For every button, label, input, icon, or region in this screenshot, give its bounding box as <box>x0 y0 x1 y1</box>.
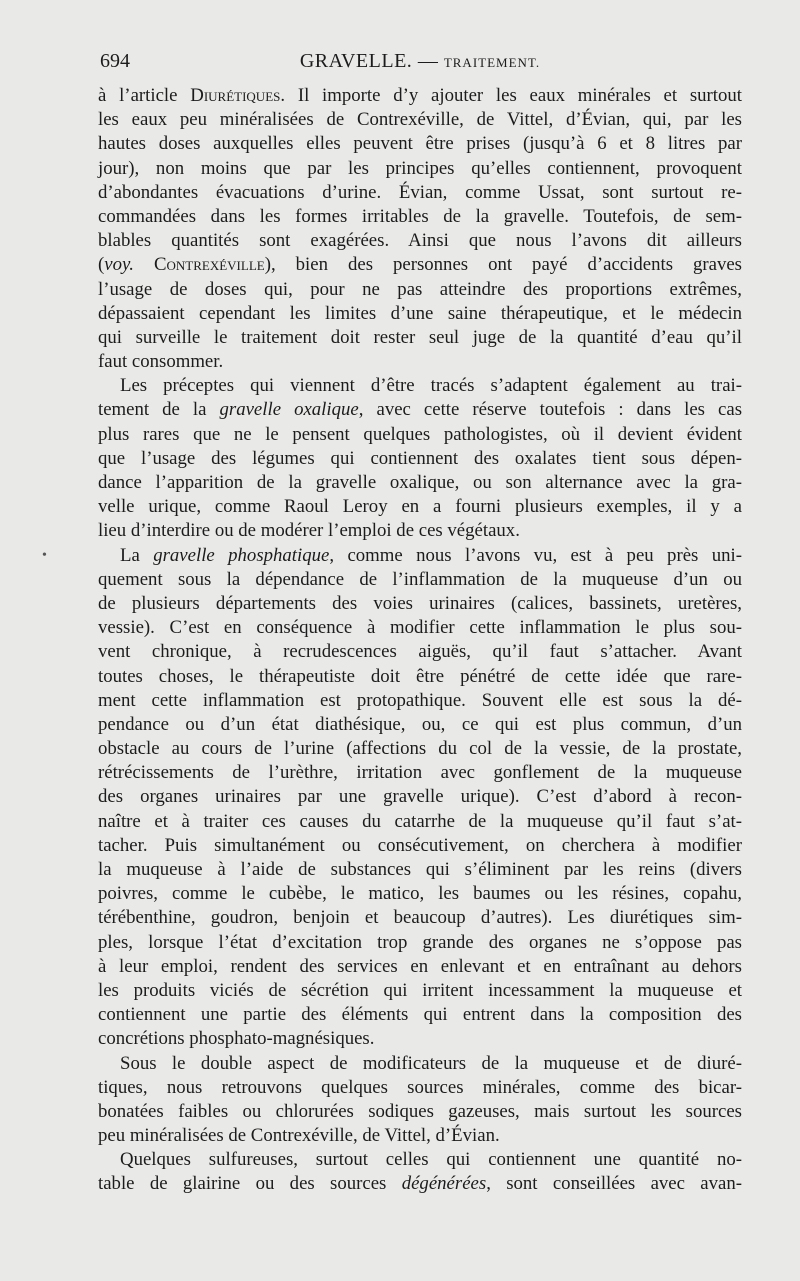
text-line: dépassaient cependant les limites d’une saine thérapeutique, et le médecin <box>98 302 742 324</box>
page-number: 694 <box>100 50 130 72</box>
text-line: l’usage de doses qui, pour ne pas atteindre des proportions extrêmes, <box>98 278 742 300</box>
text-line: térébenthine, goudron, benjoin et beaucoup d’autres). Les diurétiques sim- <box>98 907 742 929</box>
text-line: à l’article Diurétiques. Il importe d’y ajouter les eaux minérales et surtout <box>98 85 742 106</box>
text-line: à leur emploi, rendent des services en enlevant et en entraînant au dehors <box>98 955 742 977</box>
text-line: rétrécissements de l’urèthre, irritation avec gonflement de la muqueuse <box>98 762 742 784</box>
text-line: La gravelle phosphatique, comme nous l’avons vu, est à peu près uni- <box>120 544 743 566</box>
text-line: ples, lorsque l’état d’excitation trop grande des organes ne s’oppose pas <box>98 931 742 953</box>
text-line: vessie). C’est en conséquence à modifier cette inflammation le plus sou- <box>98 617 742 639</box>
text-line: les produits viciés de sécrétion qui irritent incessamment la muqueuse et <box>98 979 742 1001</box>
text-line: poivres, comme le cubèbe, le matico, les baumes ou les résines, copahu, <box>98 883 742 905</box>
text-line: que l’usage des légumes qui contiennent des oxalates tient sous dépen- <box>98 447 742 469</box>
text-line: toutes choses, le thérapeutiste doit être pénétré de cette idée que rare- <box>98 665 742 687</box>
text-line: velle urique, comme Raoul Leroy en a fourni plusieurs exemples, il y a <box>98 496 742 518</box>
text-line: vent chronique, à recrudescences aiguës, qu’il faut s’attacher. Avant <box>98 641 742 663</box>
text-line: la muqueuse à l’aide de substances qui s’éliminent par les reins (divers <box>98 859 742 880</box>
text-line: dance l’apparition de la gravelle oxalique, ou son alternance avec la gra- <box>98 472 742 493</box>
text-line: plus rares que ne le pensent quelques pathologistes, où il devient évident <box>98 423 742 445</box>
running-title <box>100 50 740 73</box>
text-line: tacher. Puis simultanément ou consécutivement, on cherchera à modifier <box>98 834 742 856</box>
text-line: table de glairine ou des sources dégénérées, sont conseillées avec avan- <box>98 1173 743 1195</box>
text-line: les eaux peu minéralisées de Contrexéville, de Vittel, d’Évian, qui, par les <box>98 109 742 131</box>
text-line: pendance ou d’un état diathésique, ou, ce qui est plus commun, d’un <box>98 713 742 735</box>
text-line: (voy. Contrexéville), bien des personnes ont payé d’accidents graves <box>98 254 742 276</box>
text-line: des organes urinaires par une gravelle urique). C’est d’abord à recon- <box>98 786 742 808</box>
text-line: de plusieurs départements des voies urinaires (calices, bassinets, uretères, <box>98 592 742 614</box>
text-line: contiennent une partie des éléments qui entrent dans la composition des <box>98 1004 742 1026</box>
text-line: Sous le double aspect de modificateurs de la muqueuse et de diuré- <box>120 1052 742 1074</box>
margin-mark: • <box>42 548 47 563</box>
text-line: bonatées faibles ou chlorurées sodiques gazeuses, mais surtout les sources <box>98 1100 742 1122</box>
title-dash: — <box>417 50 439 72</box>
text-line: quement sous la dépendance de l’inflammation de la muqueuse d’un ou <box>98 568 742 590</box>
text-line: hautes doses auxquelles elles peuvent être prises (jusqu’à 6 et 8 litres par <box>98 133 742 155</box>
text-line: faut consommer. <box>98 351 224 373</box>
text-line: naître et à traiter ces causes du catarrhe de la muqueuse qu’il faut s’at- <box>98 810 742 832</box>
text-line: qui surveille le traitement doit rester seul juge de la quantité d’eau qu’il <box>98 326 742 348</box>
text-line: jour), non moins que par les principes qu’elles contiennent, provoquent <box>98 157 742 179</box>
text-line: peu minéralisées de Contrexéville, de Vittel, d’Évian. <box>98 1125 500 1147</box>
text-line: Les préceptes qui viennent d’être tracés s’adaptent également au trai- <box>120 375 742 397</box>
section-subtitle: TRAITEMENT. <box>443 55 541 70</box>
text-line: ment cette inflammation est protopathique. Souvent elle est sous la dé- <box>98 689 742 711</box>
text-line: obstacle au cours de l’urine (affections du col de la vessie, de la prostate, <box>98 738 742 760</box>
text-line: concrétions phosphato-magnésiques. <box>98 1028 375 1050</box>
body-text <box>98 84 742 1197</box>
text-line: d’abondantes évacuations d’urine. Évian, comme Ussat, sont surtout re- <box>98 181 742 203</box>
text-line: tiques, nous retrouvons quelques sources minérales, comme des bicar- <box>98 1076 742 1098</box>
text-line: Quelques sulfureuses, surtout celles qui contiennent une quantité no- <box>120 1149 742 1171</box>
text-line: tement de la gravelle oxalique, avec cette réserve toutefois : dans les cas <box>98 399 742 421</box>
text-line: commandées dans les formes irritables de la gravelle. Toutefois, de sem- <box>98 205 742 227</box>
running-header <box>100 50 740 74</box>
text-line: lieu d’interdire ou de modérer l’emploi de ces végétaux. <box>98 520 520 542</box>
text-line: blables quantités sont exagérées. Ainsi que nous l’avons dit ailleurs <box>98 230 742 252</box>
chapter-title: GRAVELLE. <box>299 50 413 72</box>
